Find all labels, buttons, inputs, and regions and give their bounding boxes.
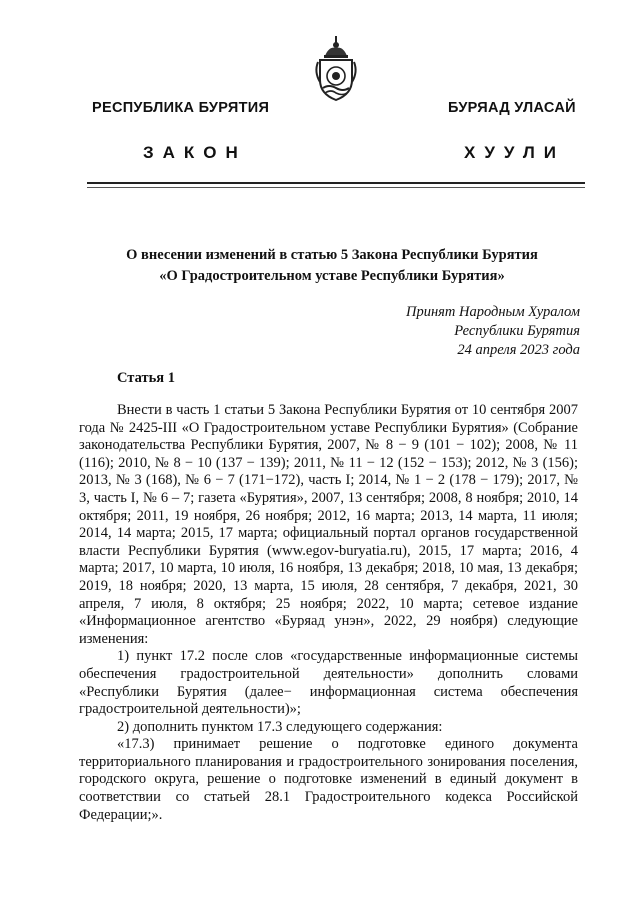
adoption-date: 24 апреля 2023 года <box>457 342 580 358</box>
document-title-line: О внесении изменений в статью 5 Закона Республики Бурятия <box>126 247 538 263</box>
adoption-note <box>406 303 580 360</box>
article-heading: Статья 1 <box>117 370 175 386</box>
law-label-bua: ХУУЛИ <box>464 143 565 162</box>
adoption-line: Принят Народным Хуралом <box>405 304 580 320</box>
header-republic-ru: РЕСПУБЛИКА БУРЯТИЯ <box>92 100 270 116</box>
header-divider-thick <box>87 182 585 184</box>
article-body <box>79 402 578 824</box>
body-paragraph: «17.3) принимает решение о подготовке единого документа территориального планирования и градостроительного зонирования поселения, городского округа, решение о подготовке изменений в единый документ в соответствии со статьей 28.1 Градостроительного кодекса Российской Федерации;». <box>79 736 578 823</box>
body-paragraph: 1) пункт 17.2 после слов «государственные информационные системы обеспечения градостроительной деятельности» дополнить словами «Республики Бурятия (далее− информационная система обеспечения градостроительной деятельности)»; <box>79 648 578 718</box>
body-paragraph: 2) дополнить пунктом 17.3 следующего содержания: <box>117 718 443 735</box>
document-title-line: «О Градостроительном уставе Республики Бурятия» <box>159 268 505 284</box>
law-label-ru: ЗАКОН <box>143 143 247 162</box>
body-paragraph: Внести в часть 1 статьи 5 Закона Республики Бурятия от 10 сентября 2007 года № 2425-III «О Градостроительном уставе Республики Бурятия» (Собрание законодательства Республики Бурятия, 2007, № 8 − 9 (101 − 102); 2008, № 11 (116); 2010, № 8 − 10 (137 − 139); 2011, № 11 − 12 (152 − 153); 2012, № 3 (156); 2013, № 3 (168), № 6 − 7 (171−172), часть I; 2014, № 1 − 2 (178 − 179); 2017, № 3, часть I, № 6 – 7; газета «Бурятия», 2007, 13 сентября; 2008, 8 ноября; 2010, 14 октября; 2011, 19 ноября, 26 ноября; 2012, 16 марта; 2013, 14 марта, 11 июля; 2014, 14 марта; 2015, 17 марта; официальный портал органов государственной власти Республики Бурятия (www.egov-buryatia.ru), 2015, 17 марта; 2016, 4 марта; 2017, 10 марта, 10 июля, 16 ноября, 13 декабря; 2018, 10 мая, 13 декабря; 2019, 18 ноября; 2020, 13 марта, 15 июля, 28 сентября, 7 декабря, 2021, 30 апреля, 7 июля, 8 октября; 25 ноября; 2022, 10 марта; сетевое издание «Информационное агентство «Буряад унэн», 2022, 29 ноября) следующие изменения: <box>79 402 578 647</box>
coat-of-arms-icon <box>311 36 361 102</box>
header-divider-thin <box>87 187 585 188</box>
adoption-line: Республики Бурятия <box>454 323 580 339</box>
document-title <box>92 245 572 287</box>
header-republic-bua: БУРЯАД УЛАСАЙ <box>448 100 576 116</box>
